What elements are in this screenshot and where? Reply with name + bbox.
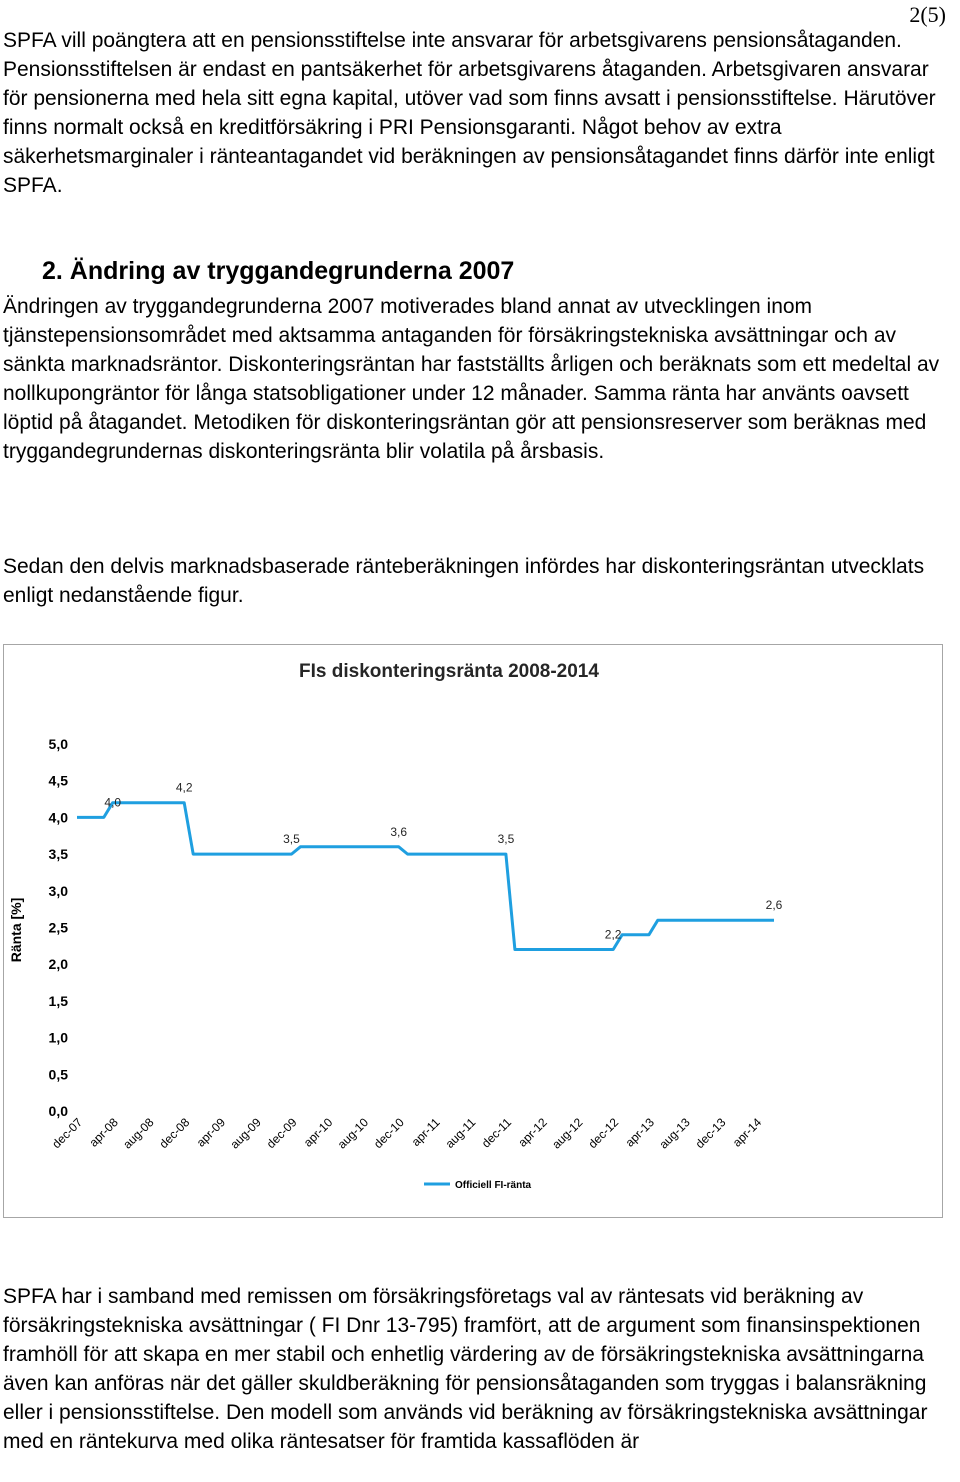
data-label-group (104, 781, 782, 942)
x-tick-label: aug-11 (442, 1115, 479, 1151)
x-tick-label: apr-12 (515, 1115, 550, 1150)
x-tick-label: apr-09 (193, 1115, 229, 1150)
y-tick-label: 4,0 (48, 809, 68, 826)
x-tick-label: dec-08 (156, 1115, 193, 1152)
y-tick-label: 2,5 (48, 919, 68, 936)
x-tick-label: apr-14 (729, 1115, 765, 1150)
y-tick-label: 0,0 (48, 1103, 68, 1119)
y-tick-group (49, 736, 69, 1119)
chart-canvas (4, 645, 944, 1219)
discount-rate-chart (3, 644, 943, 1218)
x-tick-label: aug-13 (656, 1115, 693, 1152)
legend (424, 1180, 532, 1191)
x-tick-label: apr-13 (622, 1115, 658, 1150)
section-paragraph: Ändringen av tryggandegrunderna 2007 motiverades bland annat av utvecklingen inom tjänstepensionsområdet med aktsamma antaganden för försäkringstekniska avsättningar och av sänkta marknadsräntor. Diskonteringsräntan har fastställts årligen och beräknats som ett medeltal av nollkupongräntor för långa statsobligationer under 12 månader. Samma ränta har använts oavsett löptid på åtagandet. Metodiken för diskonteringsräntan gör att pensionsreserver som beräknas med tryggandegrundernas diskonteringsränta blir volatila på årsbasis. (3, 295, 940, 463)
series-line (77, 803, 774, 950)
x-tick-label: dec-12 (585, 1115, 622, 1152)
series-group (77, 803, 774, 950)
x-tick-label: apr-08 (86, 1115, 121, 1150)
x-tick-label: dec-13 (692, 1115, 729, 1152)
x-tick-label: dec-11 (478, 1115, 515, 1151)
intro-paragraph: SPFA vill poängtera att en pensionsstiftelse inte ansvarar för arbetsgivarens pensionsåtaganden. Pensionsstiftelsen är endast en pantsäkerhet för arbetsgivarens åtaganden. Arbetsgivaren ansvarar för pensionerna med hela sitt egna kapital, utöver vad som finns avsatt i pensionsstiftelse. Härutöver finns normalt också en kreditförsäkring i PRI Pensionsgaranti. Något behov av extra säkerhetsmarginaler i ränteantagandet vid beräkningen av pensionsåtagandet finns därför inte enligt SPFA. (3, 29, 936, 197)
closing-paragraph: SPFA har i samband med remissen om försäkringsföretags val av räntesats vid beräkning av försäkringstekniska avsättningar ( FI Dnr 13-795) framfört, att de argument som finansinspektionen framhöll för att skapa en mer stabil och enhetlig värdering av de försäkringstekniska avsättningarna även kan anföras när det gäller skuldberäkning för pensionsåtaganden som tryggas i balansräkning eller i pensionsstiftelse. Den modell som används vid beräkning av försäkringstekniska avsättningar med en räntekurva med olika räntesatser för framtida kassaflöden är (3, 1285, 928, 1453)
x-tick-group (49, 1115, 764, 1152)
y-tick-label: 3,5 (48, 846, 68, 863)
data-label: 2,2 (604, 927, 622, 942)
y-tick-label: 5,0 (48, 736, 68, 752)
x-tick-label: aug-09 (227, 1115, 264, 1152)
chart-title: FIs diskonteringsränta 2008-2014 (299, 661, 599, 682)
x-tick-label: dec-07 (49, 1115, 86, 1152)
y-tick-label: 3,0 (48, 882, 68, 899)
page-number: 2(5) (909, 2, 946, 27)
data-label: 3,5 (283, 832, 300, 847)
y-tick-label: 2,0 (48, 956, 68, 973)
data-label: 4,2 (175, 780, 193, 795)
x-tick-label: apr-10 (300, 1115, 336, 1150)
data-label: 3,6 (390, 824, 408, 839)
data-label: 4,0 (104, 795, 122, 810)
y-tick-label: 1,5 (48, 992, 68, 1009)
section-heading: 2. Ändring av tryggandegrunderna 2007 (42, 257, 515, 285)
data-label: 2,6 (765, 898, 783, 913)
x-tick-label: aug-12 (549, 1115, 586, 1152)
y-tick-label: 1,0 (48, 1029, 68, 1046)
legend-label: Officiell FI-ränta (455, 1180, 532, 1191)
x-tick-label: aug-08 (120, 1115, 157, 1152)
y-tick-label: 4,5 (48, 772, 68, 789)
x-tick-label: aug-10 (334, 1115, 372, 1152)
data-label: 3,5 (497, 832, 515, 847)
x-tick-label: dec-09 (263, 1115, 300, 1152)
y-axis-label: Ränta [%] (8, 897, 24, 963)
x-tick-label: dec-10 (370, 1115, 407, 1152)
x-tick-label: apr-11 (408, 1115, 443, 1150)
figure-intro-paragraph: Sedan den delvis marknadsbaserade ränteberäkningen infördes har diskonteringsräntan utvecklats enligt nedanstående figur. (3, 555, 925, 607)
y-tick-label: 0,5 (48, 1066, 68, 1083)
